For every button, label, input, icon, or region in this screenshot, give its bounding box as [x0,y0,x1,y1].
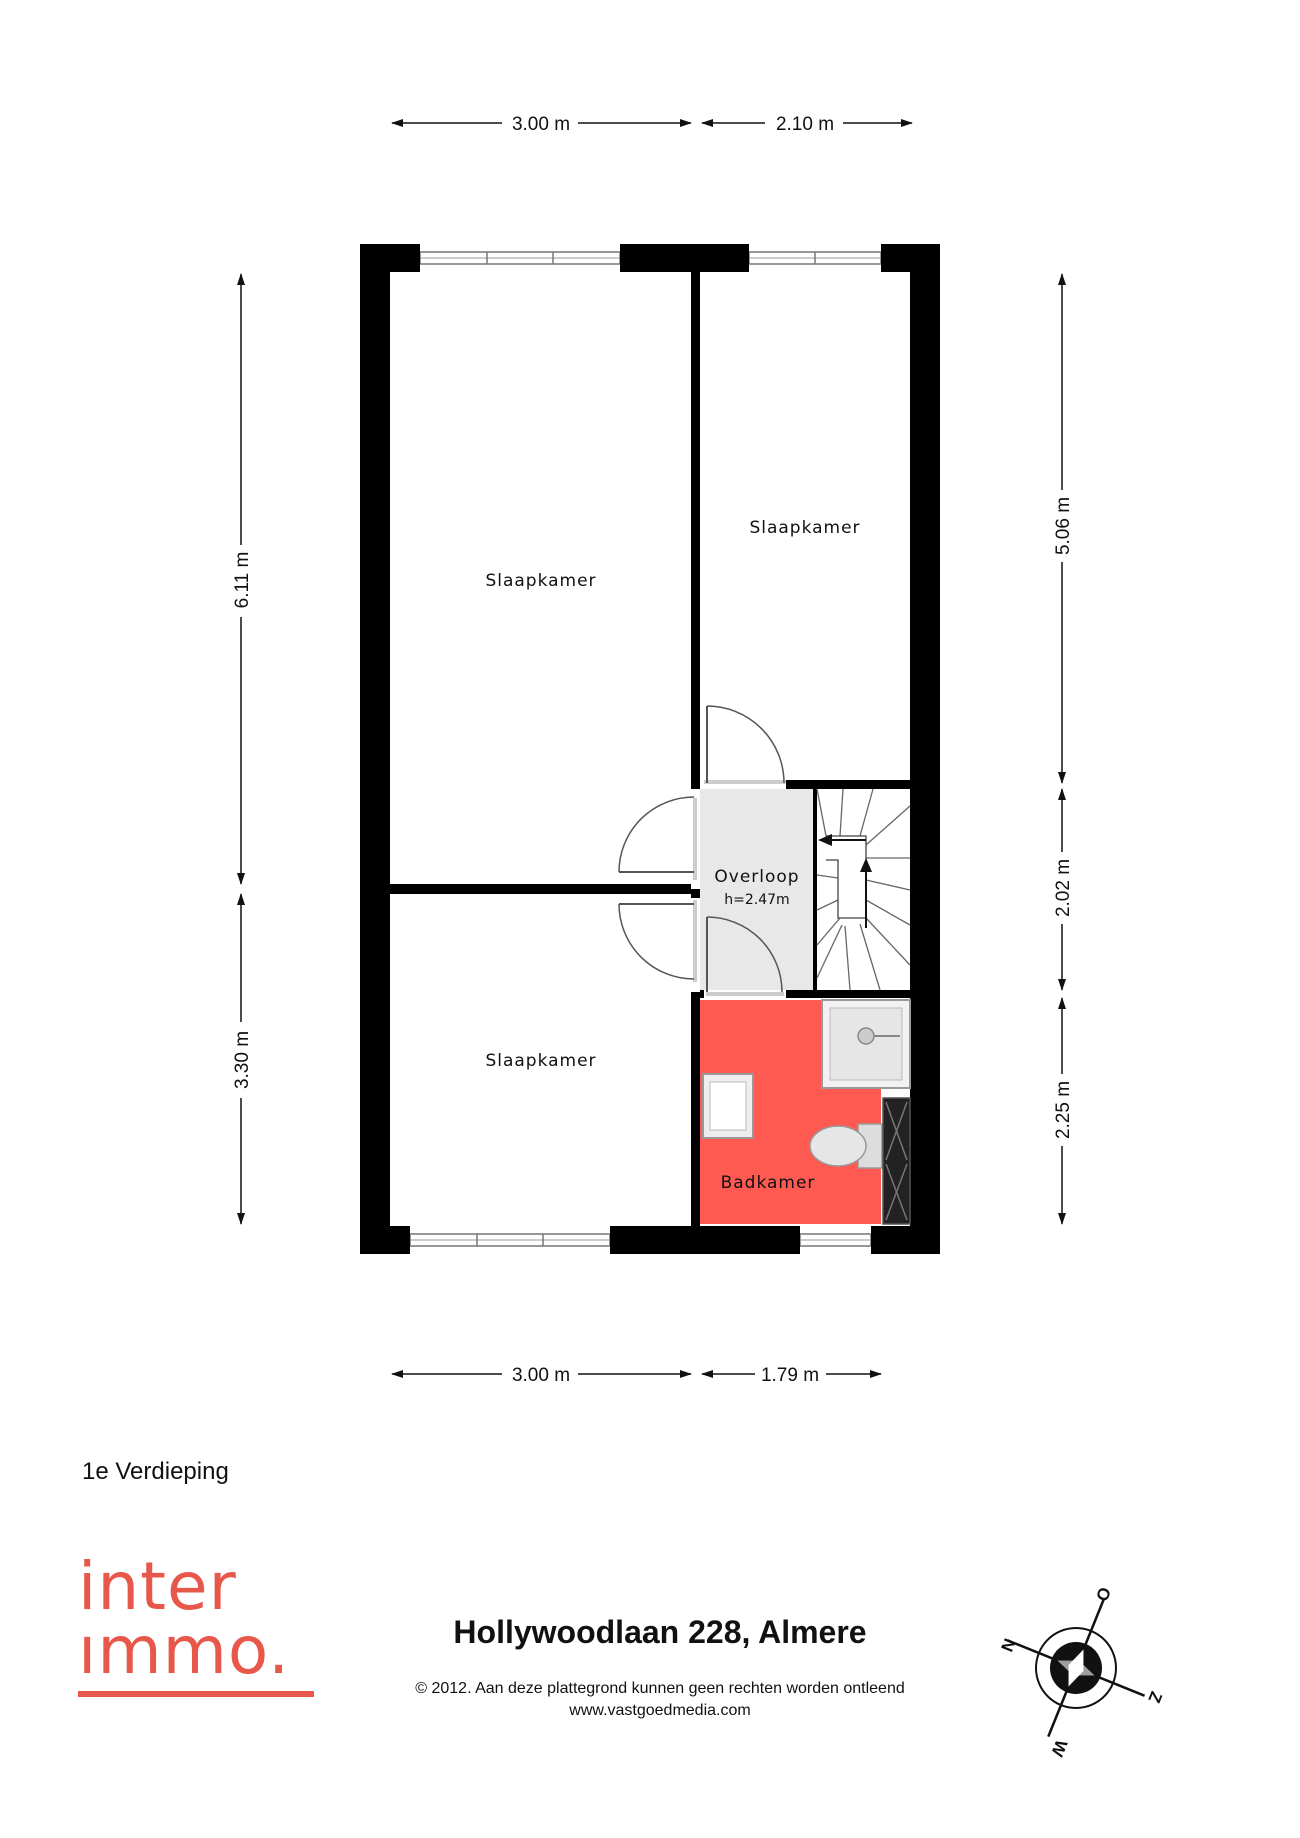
website-link[interactable]: www.vastgoedmedia.com [569,1702,751,1719]
room-label-landing: Overloop [714,867,800,887]
dimension-left-upper [232,274,253,884]
dimension-left-lower [232,894,253,1224]
dimension-bottom-left-label: 3.00 m [511,1365,571,1386]
sink [703,1074,753,1138]
company-logo [78,1548,328,1697]
dimension-bottom-left [392,1365,691,1386]
room-label-bedroom-right-top: Slaapkamer [749,518,861,538]
room-label-bathroom: Badkamer [720,1173,816,1193]
room-label-landing-height: h=2.47m [724,892,790,908]
dimension-right-lower-label: 2.25 m [1053,1080,1074,1140]
dimension-right-upper-label: 5.06 m [1053,496,1074,556]
floor-label: 1e Verdieping [82,1458,229,1485]
door-bedroom-left-bottom [619,898,700,984]
window-bottom-left [410,1234,610,1246]
dimension-right-middle [1053,789,1074,990]
toilet [810,1124,882,1168]
dimension-left-upper-label: 6.11 m [232,551,253,609]
dimension-top-left-label: 3.00 m [511,114,571,135]
compass-rose [980,1572,1173,1765]
logo-line-2: ımmo. [78,1612,291,1689]
cabinet [883,1098,910,1224]
dimension-bottom-right-label: 1.79 m [760,1365,820,1386]
window-bottom-right [800,1234,871,1246]
compass-south-label: Z [1144,1688,1166,1706]
staircase [817,789,910,990]
window-top-left [420,252,620,264]
landing-floor [700,789,815,992]
dimension-top-right [702,114,912,135]
compass-north-label: N [996,1635,1020,1655]
door-bedroom-left-top [619,796,700,882]
property-address: Hollywoodlaan 228, Almere [453,1614,867,1650]
dimension-right-middle-label: 2.02 m [1053,858,1074,918]
dimension-right-upper [1053,274,1074,783]
dimension-bottom-right [702,1365,881,1386]
dimension-right-lower [1053,998,1074,1224]
dimension-top-left [392,114,691,135]
room-label-bedroom-left-bottom: Slaapkamer [485,1051,597,1071]
copyright-notice: © 2012. Aan deze plattegrond kunnen geen rechten worden ontleend [415,1680,905,1697]
logo-line-1: inter [78,1548,237,1625]
compass-west-label: W [1047,1737,1071,1760]
dimension-left-lower-label: 3.30 m [232,1030,253,1090]
compass-east-label: O [1091,1584,1115,1604]
window-top-right [749,252,881,264]
shower [822,1000,910,1088]
logo-underline [78,1691,314,1697]
room-label-bedroom-left-top: Slaapkamer [485,571,597,591]
door-bedroom-right-top [700,706,786,789]
dimension-top-right-label: 2.10 m [775,114,835,135]
